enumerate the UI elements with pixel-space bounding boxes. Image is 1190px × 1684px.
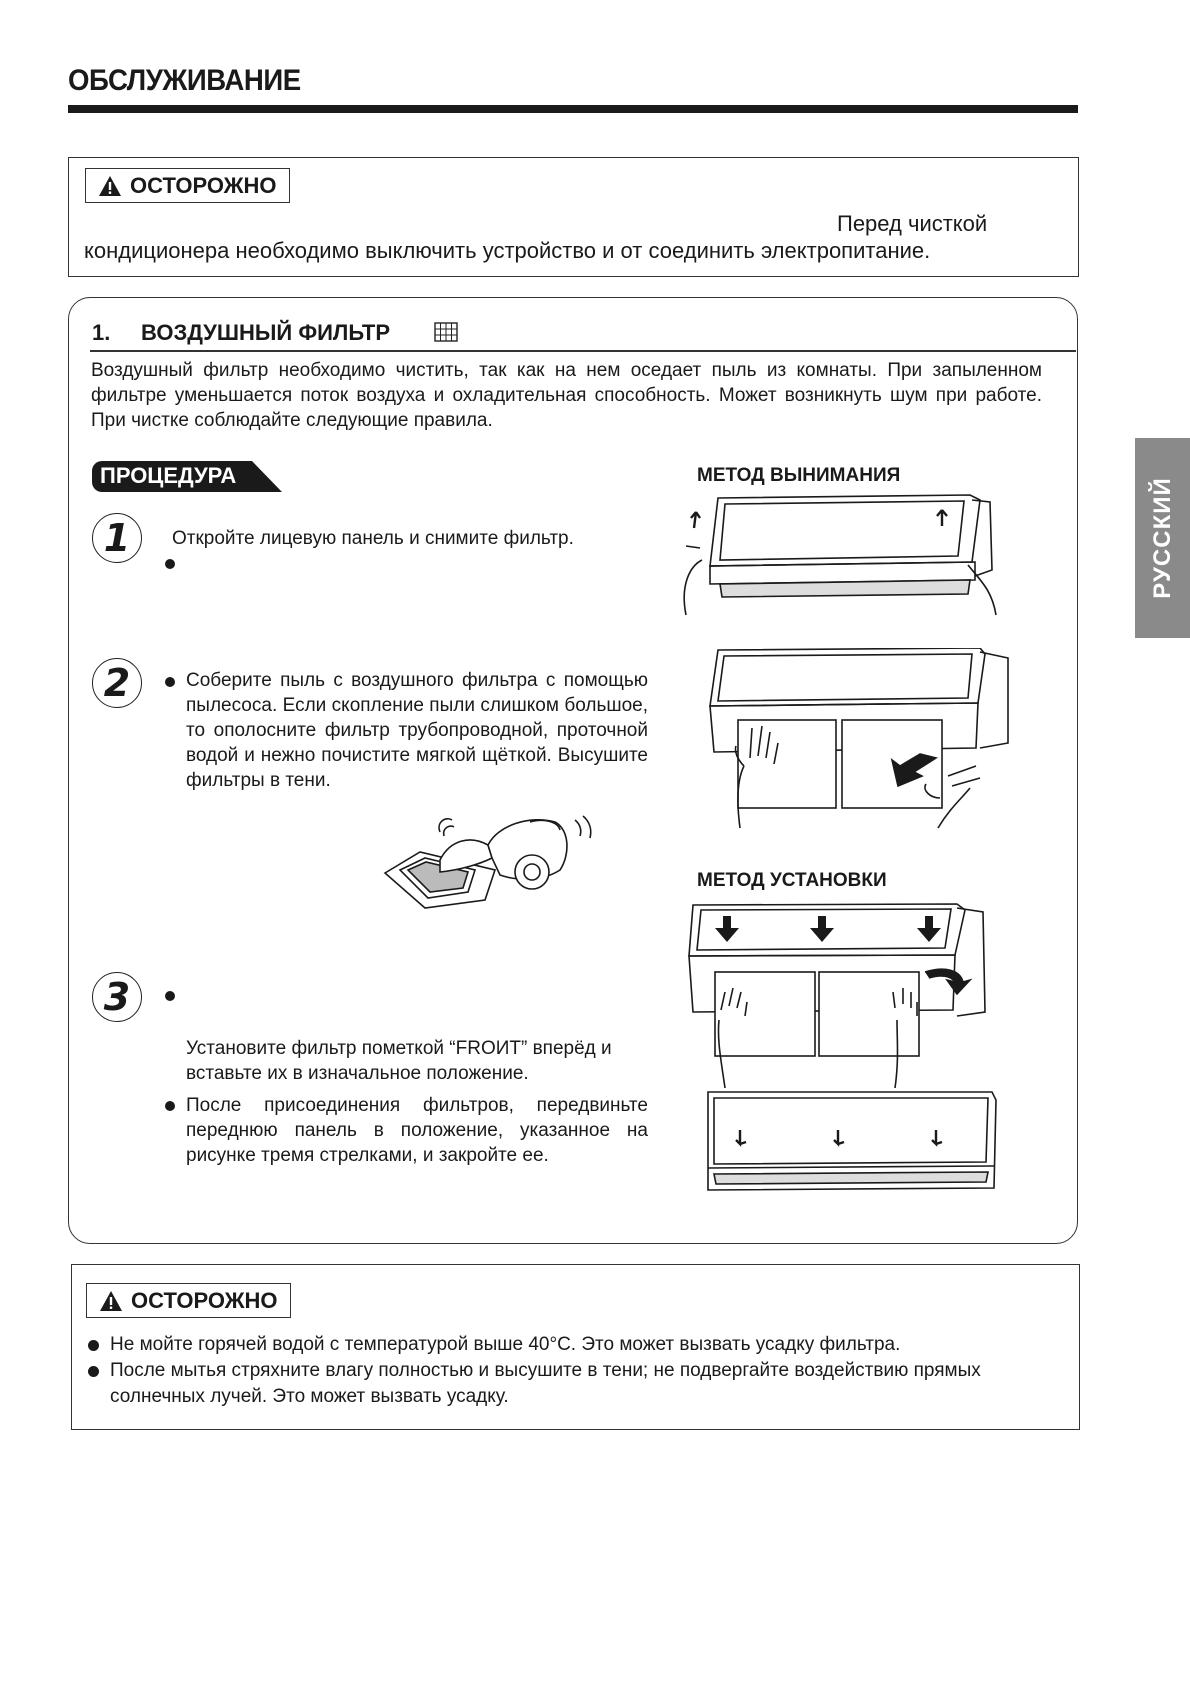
section-number: 1. bbox=[92, 320, 111, 345]
caution-text-line1: Перед чисткой bbox=[837, 211, 988, 236]
step-1-bullet bbox=[165, 559, 175, 569]
warning-icon bbox=[99, 1290, 123, 1312]
caution-label-text: ОСТОРОЖНО bbox=[130, 173, 277, 198]
procedure-badge bbox=[92, 461, 282, 492]
method-install-title: МЕТОД УСТАНОВКИ bbox=[697, 870, 887, 891]
caution-box-bottom bbox=[71, 1264, 1080, 1430]
step-1-number: 1 bbox=[92, 513, 142, 563]
install-close-panel-illustration bbox=[700, 1090, 1000, 1202]
step-1-text: Откройте лицевую панель и снимите фильтр. bbox=[172, 528, 574, 549]
caution-list bbox=[88, 1332, 1048, 1410]
step-2-number: 2 bbox=[92, 658, 142, 708]
install-filter-illustration bbox=[685, 900, 995, 1090]
caution-label-top bbox=[85, 168, 290, 203]
procedure-label: ПРОЦЕДУРА bbox=[100, 463, 237, 488]
removal-open-panel-illustration bbox=[680, 490, 1000, 625]
caution-item: Не мойте горячей водой с температурой выше 40°C. Это может вызвать усадку фильтра. bbox=[88, 1332, 1048, 1358]
caution-item: После мытья стряхните влагу полностью и высушите в тени; не подвергайте воздействию прямых солнечных лучей. Это может вызвать усадку. bbox=[88, 1358, 1048, 1410]
section-title-rule bbox=[90, 350, 1076, 352]
step-2-bullet bbox=[165, 677, 175, 687]
step-2-text: Соберите пыль с воздушного фильтра с помощью пылесоса. Если скопление пыли слишком большое, то ополосните фильтр трубопроводной, проточной водой и нежно почистите мягкой щёткой. Высушите фильтры в тени. bbox=[186, 670, 648, 791]
caution-label-text: ОСТОРОЖНО bbox=[131, 1288, 278, 1313]
page-title: ОБСЛУЖИВАНИЕ bbox=[68, 64, 301, 97]
filter-grid-icon bbox=[434, 322, 458, 342]
warning-icon bbox=[98, 175, 122, 197]
section-intro: Воздушный фильтр необходимо чистить, так как на нем оседает пыль из комнаты. При запыленном фильтре уменьшается поток воздуха и охладительная способность. Может возникнуть шум при работе. При чистке соблюдайте следующие правила. bbox=[91, 360, 1042, 431]
step-3-text-a: Установите фильтр пометкой “FROИT” вперёд и вставьте их в изначальное положение. bbox=[186, 1038, 612, 1084]
step-3-bullet bbox=[165, 991, 175, 1001]
title-rule bbox=[68, 105, 1078, 113]
method-removal-title: МЕТОД ВЫНИМАНИЯ bbox=[697, 465, 901, 486]
language-tab bbox=[1135, 438, 1190, 638]
caution-text-line2: кондиционера необходимо выключить устройство и от соединить электропитание. bbox=[84, 238, 931, 263]
section-title: ВОЗДУШНЫЙ ФИЛЬТР bbox=[141, 320, 391, 345]
step-3-bullet-b bbox=[165, 1101, 175, 1111]
step-3-text-b: После присоединения фильтров, передвиньте переднюю панель в положение, указанное на рисунке тремя стрелками, и закройте ее. bbox=[186, 1095, 648, 1166]
caution-label-bottom bbox=[86, 1283, 291, 1318]
removal-pull-filter-illustration bbox=[700, 648, 1010, 838]
vacuum-cleaner-illustration bbox=[380, 800, 610, 915]
step-3-number: 3 bbox=[92, 972, 142, 1022]
language-tab-label: РУССКИЙ bbox=[1148, 477, 1176, 599]
caution-box-top bbox=[68, 157, 1079, 277]
